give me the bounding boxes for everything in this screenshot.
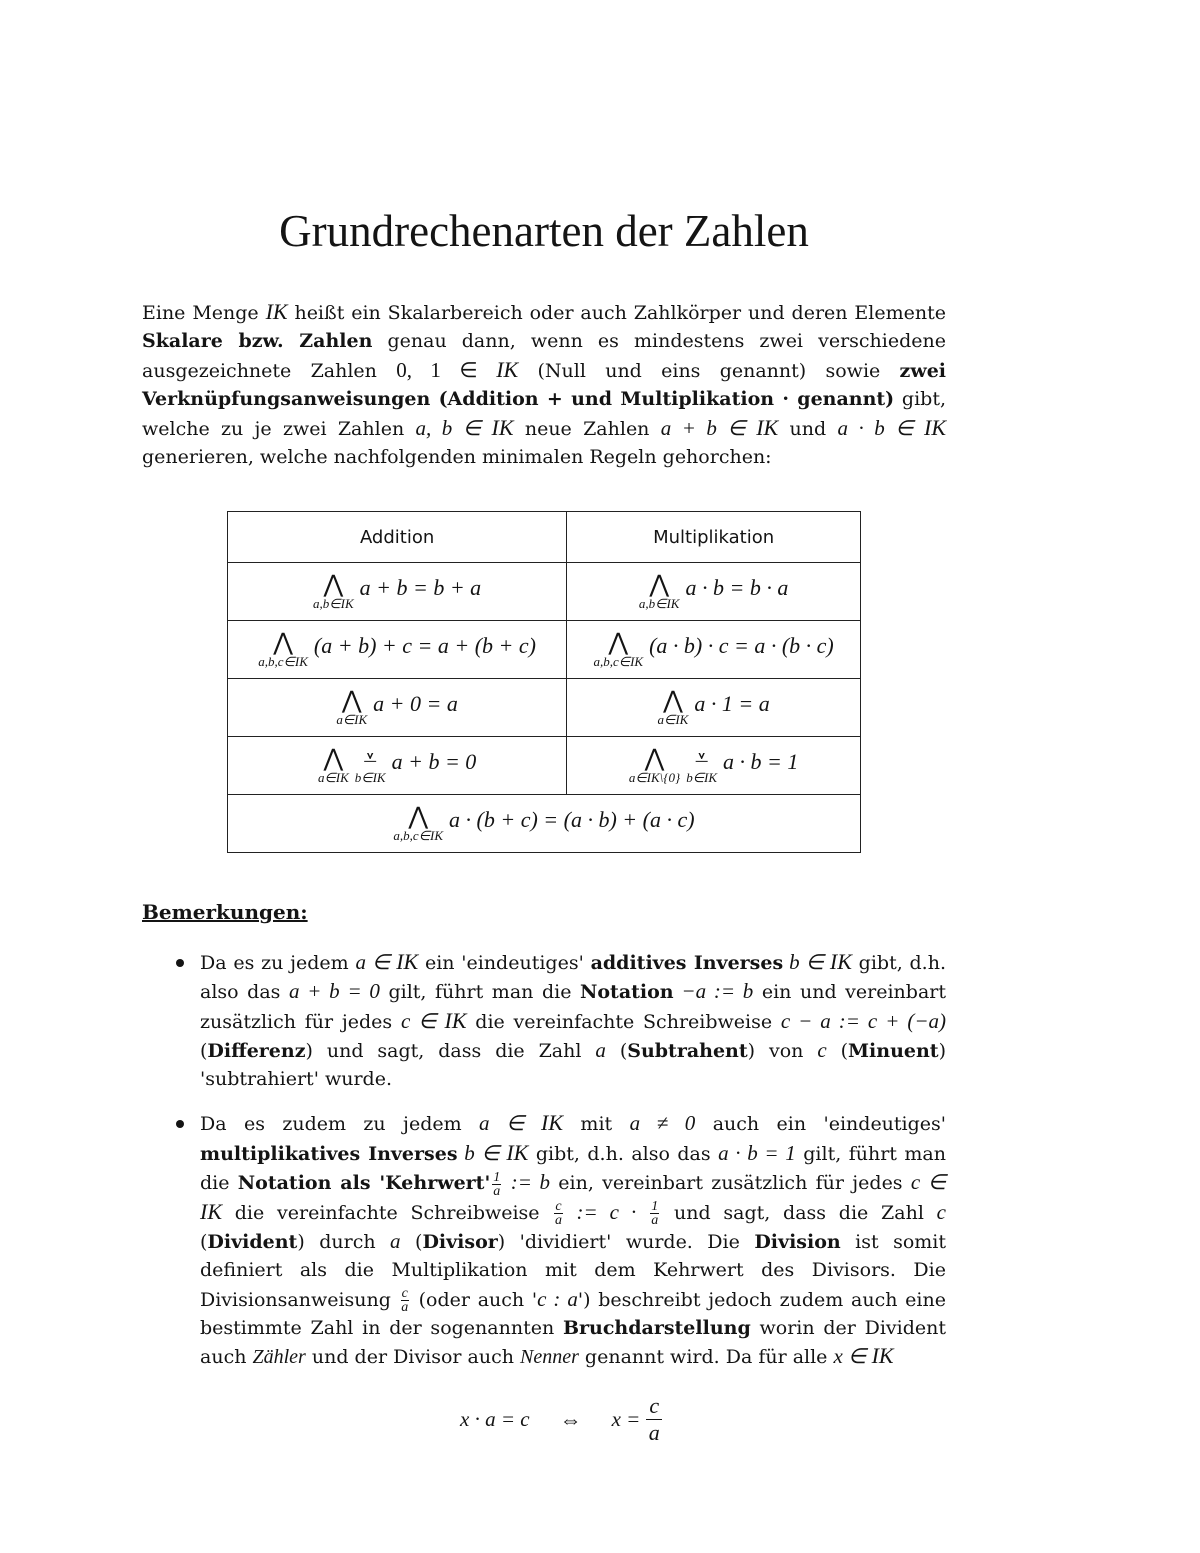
table-row-associativity (228, 621, 861, 679)
axioms-table (227, 511, 861, 853)
remarks-heading: Bemerkungen: (142, 900, 308, 924)
formula-add-associative: ⋀ a,b,c∈IK (a + b) + c = a + (b + c) (258, 629, 536, 669)
header-multiplication: Multiplikation (567, 512, 861, 563)
formula-add-neutral: ⋀ a∈IK a + 0 = a (336, 687, 458, 727)
formula-distributive: ⋀ a,b,c∈IK a · (b + c) = (a · b) + (a · c) (393, 803, 695, 843)
fraction-one-over-a: $\frac{1}{a}$ (651, 1199, 659, 1229)
table-row-commutativity (228, 563, 861, 621)
bullet-icon (176, 1120, 184, 1128)
header-addition: Addition (228, 512, 567, 563)
fraction-reciprocal: $\frac{1}{a}$ (493, 1169, 501, 1199)
formula-add-commutative: ⋀ a,b∈IK a + b = b + a (313, 571, 482, 611)
list-item: Da es zu jedem a ∈ IK ein 'eindeutiges' additives Inverses b ∈ IK gibt, d.h. also das a + b = 0 gilt, führt man die Notation −a := b ein und vereinbart zusätzlich für jedes c ∈ IK die vereinfachte Schreibweise c − a := c + (−a) (Differenz) und sagt, dass die Zahl a (Subtrahent) von c (Minuent) 'subtrahiert' wurde. (170, 948, 946, 1093)
fraction-division: $\frac{c}{a}$ (401, 1286, 409, 1316)
table-row-neutral (228, 679, 861, 737)
fraction-c-over-a: $\frac{c}{a}$ (554, 1199, 562, 1229)
display-equation: x · a = c ⇔ x = $\frac{c}{a}$ (460, 1393, 662, 1446)
fraction-display: $\frac{c}{a}$ (646, 1393, 662, 1446)
remarks-list (170, 948, 946, 1388)
field-symbol: IK (265, 299, 288, 324)
list-item: Da es zudem zu jedem a ∈ IK mit a ≠ 0 auch ein 'eindeutiges' multiplikatives Inverses b ∈ IK gibt, d.h. also das a · b = 1 gilt, führt man die Notation als 'Kehrwert' $\frac{1}{a}$ := b ein, vereinbart zusätzlich für jedes c ∈ IK die vereinfachte Schreibweise $\frac{c}{a}$ := c · $\frac{1}{a}$ und sagt, dass die Zahl c (Divident) durch a (Divisor) 'dividiert' wurde. Die Division ist somit definiert als die Multiplikation mit dem Kehrwert des Divisors. Die Divisionsanweisung $\frac{c}{a}$ (oder auch 'c : a') beschreibt jedoch zudem auch eine bestimmte Zahl in der sogenannten Bruchdarstellung worin der Divident auch Zähler und der Divisor auch Nenner genannt wird. Da für alle x ∈ IK (170, 1109, 946, 1371)
table-row-inverse (228, 737, 861, 795)
formula-add-inverse: ⋀ a∈IK ⩡ b∈IK a + b = 0 (317, 745, 477, 785)
bullet-icon (176, 959, 184, 967)
formula-mul-associative: ⋀ a,b,c∈IK (a · b) · c = a · (b · c) (593, 629, 834, 669)
formula-mul-inverse: ⋀ a∈IK\{0} ⩡ b∈IK a · b = 1 (628, 745, 799, 785)
page-title: Grundrechenarten der Zahlen (279, 206, 809, 256)
table-header-row (228, 512, 861, 563)
formula-mul-commutative: ⋀ a,b∈IK a · b = b · a (638, 571, 789, 611)
table-row-distributive (228, 795, 861, 853)
intro-paragraph: Eine Menge IK heißt ein Skalarbereich oder auch Zahlkörper und deren Elemente Skalare bzw. Zahlen genau dann, wenn es mindestens zwei verschiedene ausgezeichnete Zahlen 0, 1 ∈ IK (Null und eins genannt) sowie zwei Verknüpfungsanweisungen (Addition + und Multiplikation · genannt) gibt, welche zu je zwei Zahlen a, b ∈ IK neue Zahlen a + b ∈ IK und a · b ∈ IK generieren, welche nachfolgenden minimalen Regeln gehorchen: (142, 299, 946, 469)
formula-mul-neutral: ⋀ a∈IK a · 1 = a (657, 687, 770, 727)
